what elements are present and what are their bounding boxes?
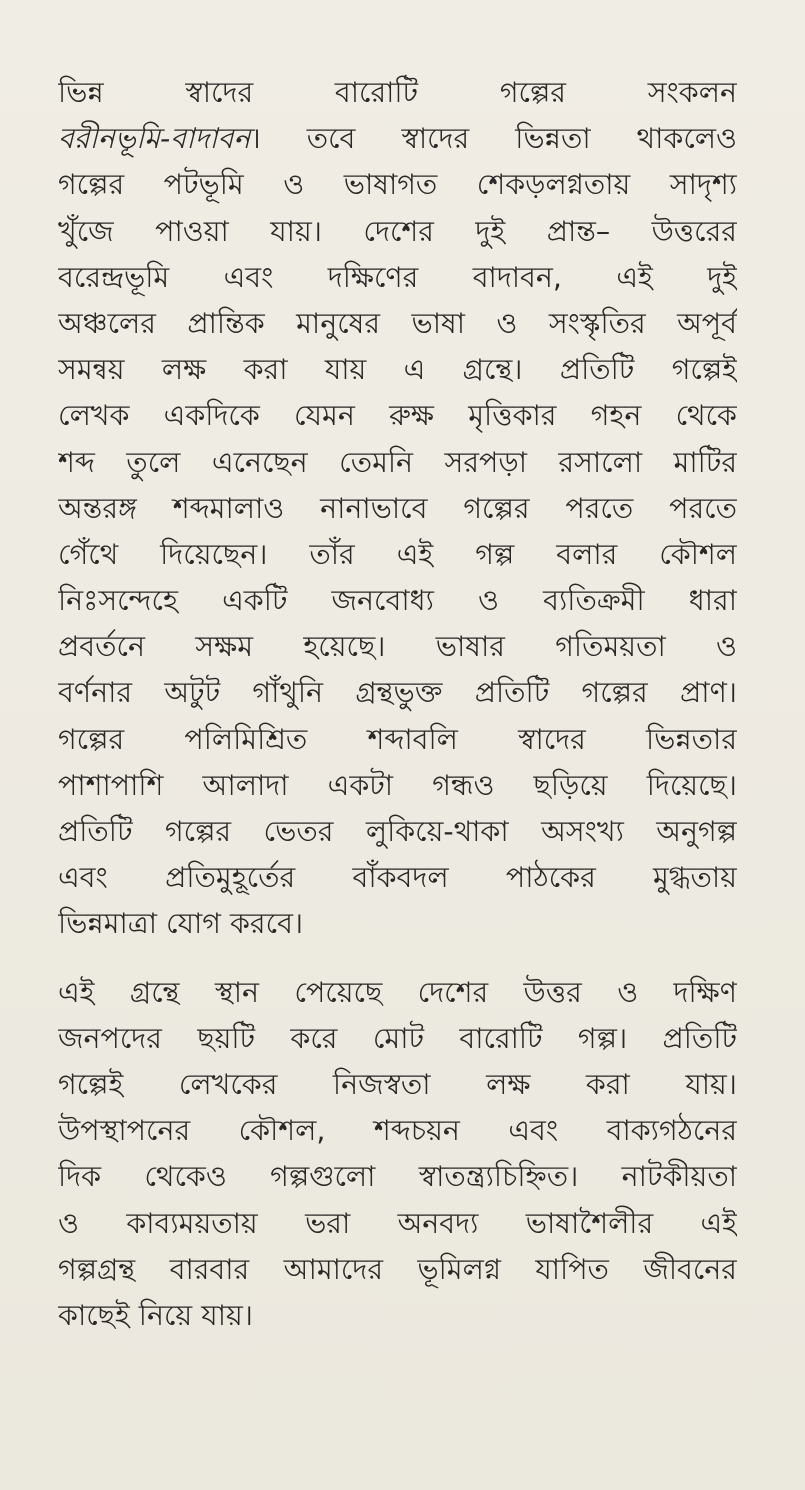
text-line: গল্পের পলিমিশ্রিত শব্দাবলি স্বাদের ভিন্নতার [58,722,737,756]
book-title: বরীনভূমি-বাদাবন [58,122,251,156]
text-line: কাছেই নিয়ে যায়। [58,1298,253,1332]
text-line: ভিন্নমাত্রা যোগ করবে। [58,907,304,941]
paragraph-gap [58,948,737,970]
text-line: বরেন্দ্রভূমি এবং দক্ষিণের বাদাবন, এই দুই [58,260,737,294]
paragraph-2 [58,970,737,1340]
text-line-rest: । তবে স্বাদের ভিন্নতা থাকলেও [250,122,737,156]
text-line: দিক থেকেও গল্পগুলো স্বাতন্ত্র্যচিহ্নিত। নাটকীয়তা [58,1160,737,1194]
text-line: গল্পের পটভূমি ও ভাষাগত শেকড়লগ্নতায় সাদৃশ্য [58,168,737,202]
text-line: গেঁথে দিয়েছেন। তাঁর এই গল্প বলার কৌশল [58,537,737,571]
text-line: নিঃসন্দেহে একটি জনবোধ্য ও ব্যতিক্রমী ধারা [58,584,737,618]
text-line: বর্ণনার অটুট গাঁথুনি গ্রন্থভুক্ত প্রতিটি গল্পের প্রাণ। [58,676,737,710]
text-line: এই গ্রন্থে স্থান পেয়েছে দেশের উত্তর ও দক্ষিণ [58,975,737,1009]
text-line: এবং প্রতিমুহূর্তের বাঁকবদল পাঠকের মুগ্ধতায় [58,861,737,895]
text-line [58,116,737,162]
text-line: লেখক একদিকে যেমন রুক্ষ মৃত্তিকার গহন থেকে [58,399,737,433]
text-line: উপস্থাপনের কৌশল, শব্দচয়ন এবং বাক্যগঠনের [58,1114,737,1148]
text-line: প্রবর্তনে সক্ষম হয়েছে। ভাষার গতিময়তা ও [58,630,737,664]
text-line: শব্দ তুলে এনেছেন তেমনি সরপড়া রসালো মাটির [58,445,737,479]
paragraph-1 [58,70,737,948]
text-line: অন্তরঙ্গ শব্দমালাও নানাভাবে গল্পের পরতে পরতে [58,491,737,525]
text-line: পাশাপাশি আলাদা একটা গন্ধও ছড়িয়ে দিয়েছে। [58,768,737,802]
text-line: অঞ্চলের প্রান্তিক মানুষের ভাষা ও সংস্কৃতির অপূর্ব [58,306,737,340]
text-line: ও কাব্যময়তায় ভরা অনবদ্য ভাষাশৈলীর এই [58,1206,737,1240]
text-line: খুঁজে পাওয়া যায়। দেশের দুই প্রান্ত– উত্তরের [58,214,737,248]
text-line: গল্পেই লেখকের নিজস্বতা লক্ষ করা যায়। [58,1067,737,1101]
text-line: ভিন্ন স্বাদের বারোটি গল্পের সংকলন [58,76,737,109]
text-line: জনপদের ছয়টি করে মোট বারোটি গল্প। প্রতিটি [58,1021,737,1055]
text-line: প্রতিটি গল্পের ভেতর লুকিয়ে-থাকা অসংখ্য অনুগল্প [58,815,737,848]
text-line: গল্পগ্রন্থ বারবার আমাদের ভূমিলগ্ন যাপিত জীবনের [58,1252,737,1286]
text-line: সমন্বয় লক্ষ করা যায় এ গ্রন্থে। প্রতিটি গল্পেই [58,353,737,387]
